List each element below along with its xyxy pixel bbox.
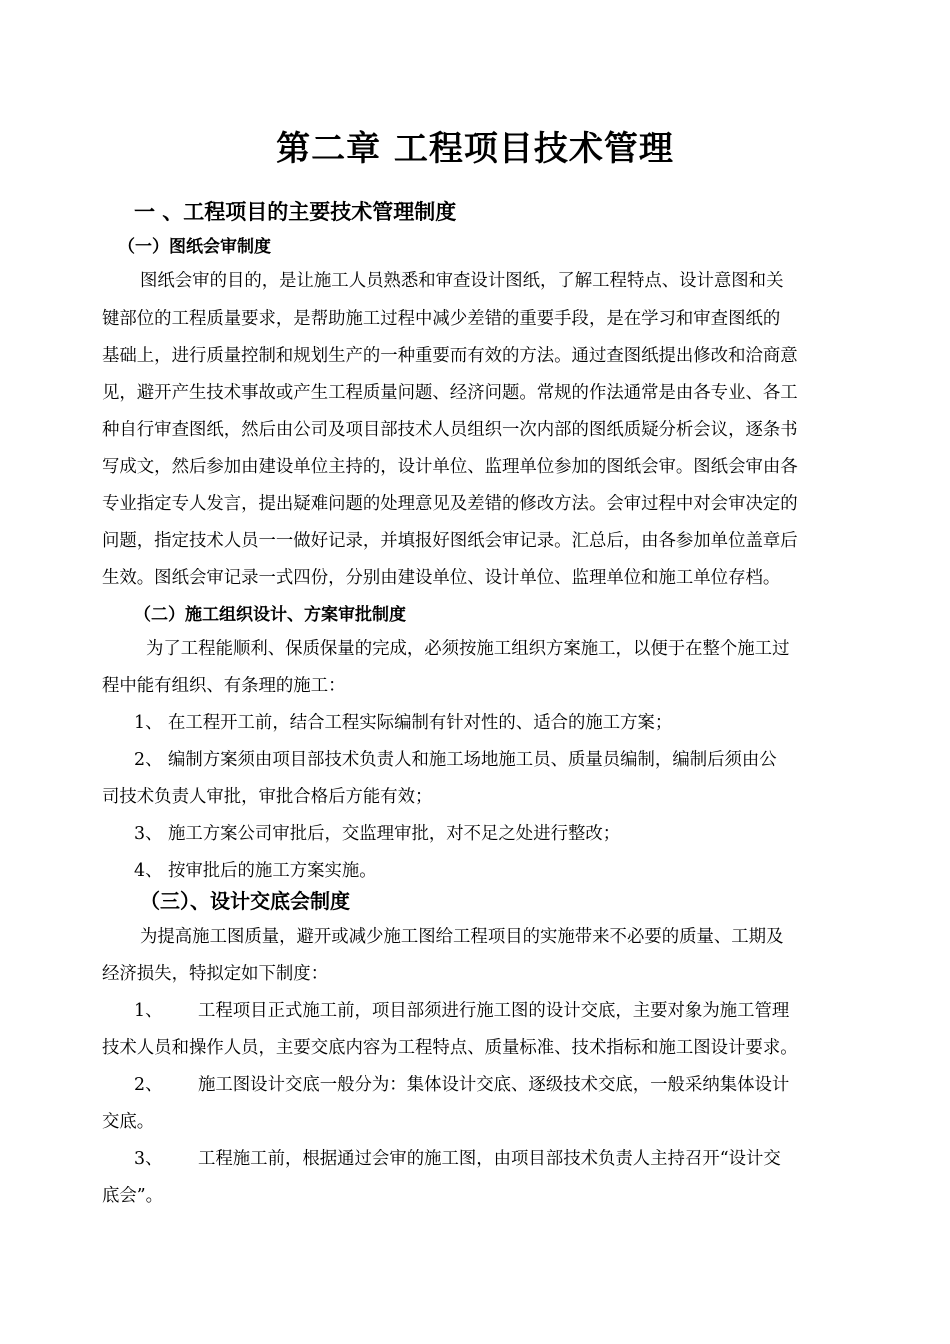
paragraph-line: 键部位的工程质量要求，是帮助施工过程中减少差错的重要手段，是在学习和审查图纸的 [102, 309, 781, 329]
paragraph-line: 程中能有组织、有条理的施工： [102, 676, 346, 696]
list-item-number: 3、 [134, 1149, 163, 1169]
paragraph-line: 见，避开产生技术事故或产生工程质量问题、经济问题。常规的作法通常是由各专业、各工 [102, 383, 798, 403]
paragraph-line: 经济损失，特拟定如下制度： [102, 964, 329, 984]
list-item: 工程施工前，根据通过会审的施工图，由项目部技术负责人主持召开“设计交 [198, 1149, 781, 1169]
list-item-continuation: 底会”。 [102, 1186, 164, 1206]
paragraph-line: 种自行审查图纸，然后由公司及项目部技术人员组织一次内部的图纸质疑分析会议，逐条书 [102, 420, 798, 440]
section-heading: 一 、工程项目的主要技术管理制度 [134, 200, 457, 224]
chapter-title: 第二章 工程项目技术管理 [276, 129, 674, 169]
list-item-number: 2、 [134, 1075, 163, 1095]
paragraph-line: 写成文，然后参加由建设单位主持的，设计单位、监理单位参加的图纸会审。图纸会审由各 [102, 457, 798, 477]
list-item: 1、 在工程开工前，结合工程实际编制有针对性的、适合的施工方案； [134, 713, 673, 733]
paragraph-line: 生效。图纸会审记录一式四份，分别由建设单位、设计单位、监理单位和施工单位存档。 [102, 568, 781, 588]
list-item: 4、 按审批后的施工方案实施。 [134, 861, 377, 881]
subsection-heading-2: （二）施工组织设计、方案审批制度 [134, 605, 406, 625]
paragraph-line: 为提高施工图质量，避开或减少施工图给工程项目的实施带来不必要的质量、工期及 [140, 927, 784, 947]
paragraph-line: 为了工程能顺利、保质保量的完成，必须按施工组织方案施工，以便于在整个施工过 [146, 639, 790, 659]
paragraph-line: 基础上，进行质量控制和规划生产的一种重要而有效的方法。通过查图纸提出修改和洽商意 [102, 346, 798, 366]
paragraph-line: 专业指定专人发言，提出疑难问题的处理意见及差错的修改方法。会审过程中对会审决定的 [102, 494, 798, 514]
list-item-number: 1、 [134, 1001, 163, 1021]
list-item: 工程项目正式施工前，项目部须进行施工图的设计交底，主要对象为施工管理 [198, 1001, 790, 1021]
list-item: 施工图设计交底一般分为：集体设计交底、逐级技术交底，一般采纳集体设计 [198, 1075, 790, 1095]
list-item-continuation: 技术人员和操作人员，主要交底内容为工程特点、质量标准、技术指标和施工图设计要求。 [102, 1038, 798, 1058]
paragraph-line: 问题，指定技术人员一一做好记录，并填报好图纸会审记录。汇总后，由各参加单位盖章后 [102, 531, 798, 551]
list-item: 2、 编制方案须由项目部技术负责人和施工场地施工员、质量员编制，编制后须由公 [134, 750, 777, 770]
list-item-continuation: 交底。 [102, 1112, 155, 1132]
subsection-heading-1: （一）图纸会审制度 [118, 237, 271, 257]
paragraph-line: 图纸会审的目的，是让施工人员熟悉和审查设计图纸，了解工程特点、设计意图和关 [140, 271, 784, 291]
list-item-continuation: 司技术负责人审批，审批合格后方能有效； [102, 787, 433, 807]
subsection-heading-3: （三）、设计交底会制度 [140, 889, 350, 913]
list-item: 3、 施工方案公司审批后，交监理审批，对不足之处进行整改； [134, 824, 621, 844]
